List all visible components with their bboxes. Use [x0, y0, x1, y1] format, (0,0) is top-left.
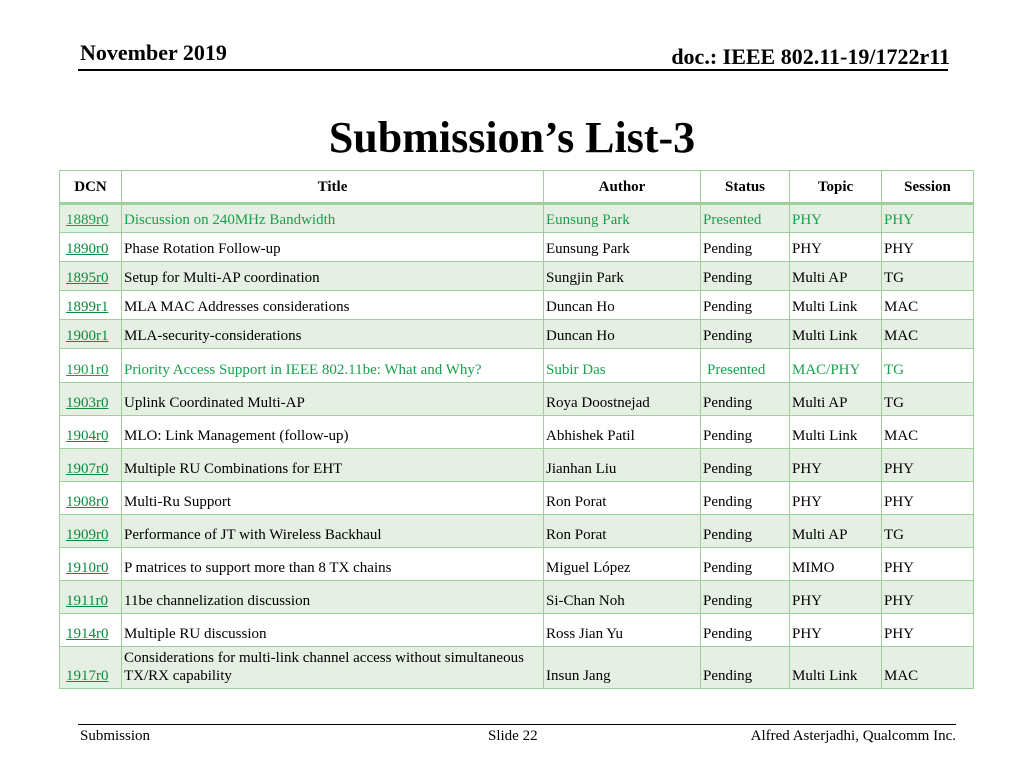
cell-title: Phase Rotation Follow-up — [122, 233, 544, 262]
col-header-author: Author — [544, 171, 701, 204]
cell-session: PHY — [882, 449, 974, 482]
cell-author: Jianhan Liu — [544, 449, 701, 482]
cell-title: Multi-Ru Support — [122, 482, 544, 515]
table-row — [60, 614, 974, 647]
cell-topic: PHY — [790, 233, 882, 262]
cell-topic: Multi Link — [790, 320, 882, 349]
cell-session: PHY — [882, 204, 974, 233]
table-row — [60, 233, 974, 262]
cell-session: MAC — [882, 416, 974, 449]
cell-status: Pending — [701, 383, 790, 416]
dcn-link[interactable]: 1908r0 — [60, 482, 122, 515]
cell-title: MLA-security-considerations — [122, 320, 544, 349]
cell-title: Uplink Coordinated Multi-AP — [122, 383, 544, 416]
cell-session: PHY — [882, 614, 974, 647]
cell-session: TG — [882, 349, 974, 383]
dcn-link[interactable]: 1910r0 — [60, 548, 122, 581]
cell-topic: PHY — [790, 581, 882, 614]
cell-topic: PHY — [790, 614, 882, 647]
footer-author: Alfred Asterjadhi, Qualcomm Inc. — [750, 728, 956, 744]
cell-topic: Multi AP — [790, 262, 882, 291]
header-doc-id: doc.: IEEE 802.11-19/1722r11 — [671, 44, 950, 69]
table-row — [60, 449, 974, 482]
cell-author: Si-Chan Noh — [544, 581, 701, 614]
cell-author: Roya Doostnejad — [544, 383, 701, 416]
cell-status: Presented — [701, 204, 790, 233]
table-header-row — [60, 171, 974, 204]
table-row — [60, 349, 974, 383]
header-divider — [78, 69, 948, 71]
cell-session: MAC — [882, 647, 974, 689]
cell-status: Pending — [701, 614, 790, 647]
cell-title: Discussion on 240MHz Bandwidth — [122, 204, 544, 233]
dcn-link[interactable]: 1895r0 — [60, 262, 122, 291]
table-row — [60, 482, 974, 515]
cell-status: Pending — [701, 548, 790, 581]
col-header-session: Session — [882, 171, 974, 204]
cell-title: Performance of JT with Wireless Backhaul — [122, 515, 544, 548]
cell-topic: PHY — [790, 482, 882, 515]
table-row — [60, 320, 974, 349]
cell-title: Priority Access Support in IEEE 802.11be: What and Why? — [122, 349, 544, 383]
cell-author: Miguel López — [544, 548, 701, 581]
dcn-link[interactable]: 1901r0 — [60, 349, 122, 383]
cell-status: Pending — [701, 647, 790, 689]
footer-slide-number: Slide 22 — [488, 728, 538, 744]
cell-topic: PHY — [790, 449, 882, 482]
cell-author: Eunsung Park — [544, 204, 701, 233]
cell-topic: PHY — [790, 204, 882, 233]
cell-status: Pending — [701, 262, 790, 291]
header-date: November 2019 — [80, 40, 227, 65]
cell-topic: Multi Link — [790, 291, 882, 320]
dcn-link[interactable]: 1900r1 — [60, 320, 122, 349]
cell-status: Presented — [701, 349, 790, 383]
cell-session: PHY — [882, 581, 974, 614]
dcn-link[interactable]: 1899r1 — [60, 291, 122, 320]
cell-status: Pending — [701, 291, 790, 320]
cell-status: Pending — [701, 515, 790, 548]
cell-session: PHY — [882, 233, 974, 262]
footer-divider — [78, 724, 956, 725]
cell-author: Duncan Ho — [544, 320, 701, 349]
col-header-dcn: DCN — [60, 171, 122, 204]
cell-author: Sungjin Park — [544, 262, 701, 291]
cell-session: PHY — [882, 482, 974, 515]
cell-title: P matrices to support more than 8 TX chains — [122, 548, 544, 581]
cell-status: Pending — [701, 320, 790, 349]
cell-session: PHY — [882, 548, 974, 581]
cell-author: Insun Jang — [544, 647, 701, 689]
table-row — [60, 515, 974, 548]
cell-status: Pending — [701, 581, 790, 614]
table-row — [60, 291, 974, 320]
cell-author: Ross Jian Yu — [544, 614, 701, 647]
cell-author: Abhishek Patil — [544, 416, 701, 449]
table-row — [60, 548, 974, 581]
col-header-status: Status — [701, 171, 790, 204]
cell-author: Duncan Ho — [544, 291, 701, 320]
cell-title: Considerations for multi-link channel access without simultaneous TX/RX capability — [122, 647, 544, 689]
dcn-link[interactable]: 1907r0 — [60, 449, 122, 482]
cell-title: Multiple RU discussion — [122, 614, 544, 647]
dcn-link[interactable]: 1889r0 — [60, 204, 122, 233]
cell-session: MAC — [882, 320, 974, 349]
dcn-link[interactable]: 1903r0 — [60, 383, 122, 416]
cell-session: MAC — [882, 291, 974, 320]
submission-table — [59, 170, 974, 689]
cell-session: TG — [882, 515, 974, 548]
table-row — [60, 416, 974, 449]
table-row — [60, 581, 974, 614]
cell-author: Subir Das — [544, 349, 701, 383]
dcn-link[interactable]: 1904r0 — [60, 416, 122, 449]
slide-title: Submission’s List-3 — [328, 113, 696, 162]
dcn-link[interactable]: 1890r0 — [60, 233, 122, 262]
cell-author: Ron Porat — [544, 482, 701, 515]
dcn-link[interactable]: 1917r0 — [60, 647, 122, 689]
footer-submission: Submission — [80, 728, 151, 744]
table-row — [60, 204, 974, 233]
cell-topic: Multi AP — [790, 515, 882, 548]
table-row — [60, 383, 974, 416]
cell-session: TG — [882, 262, 974, 291]
cell-author: Ron Porat — [544, 515, 701, 548]
dcn-link[interactable]: 1909r0 — [60, 515, 122, 548]
cell-status: Pending — [701, 482, 790, 515]
dcn-link[interactable]: 1914r0 — [60, 614, 122, 647]
cell-title: Multiple RU Combinations for EHT — [122, 449, 544, 482]
cell-title: 11be channelization discussion — [122, 581, 544, 614]
cell-title: Setup for Multi-AP coordination — [122, 262, 544, 291]
cell-topic: Multi Link — [790, 647, 882, 689]
cell-topic: MAC/PHY — [790, 349, 882, 383]
cell-status: Pending — [701, 416, 790, 449]
dcn-link[interactable]: 1911r0 — [60, 581, 122, 614]
cell-session: TG — [882, 383, 974, 416]
table-row — [60, 647, 974, 689]
cell-topic: Multi AP — [790, 383, 882, 416]
cell-status: Pending — [701, 449, 790, 482]
col-header-title: Title — [122, 171, 544, 204]
cell-status: Pending — [701, 233, 790, 262]
cell-title: MLA MAC Addresses considerations — [122, 291, 544, 320]
cell-topic: Multi Link — [790, 416, 882, 449]
cell-author: Eunsung Park — [544, 233, 701, 262]
cell-topic: MIMO — [790, 548, 882, 581]
table-row — [60, 262, 974, 291]
col-header-topic: Topic — [790, 171, 882, 204]
cell-title: MLO: Link Management (follow-up) — [122, 416, 544, 449]
